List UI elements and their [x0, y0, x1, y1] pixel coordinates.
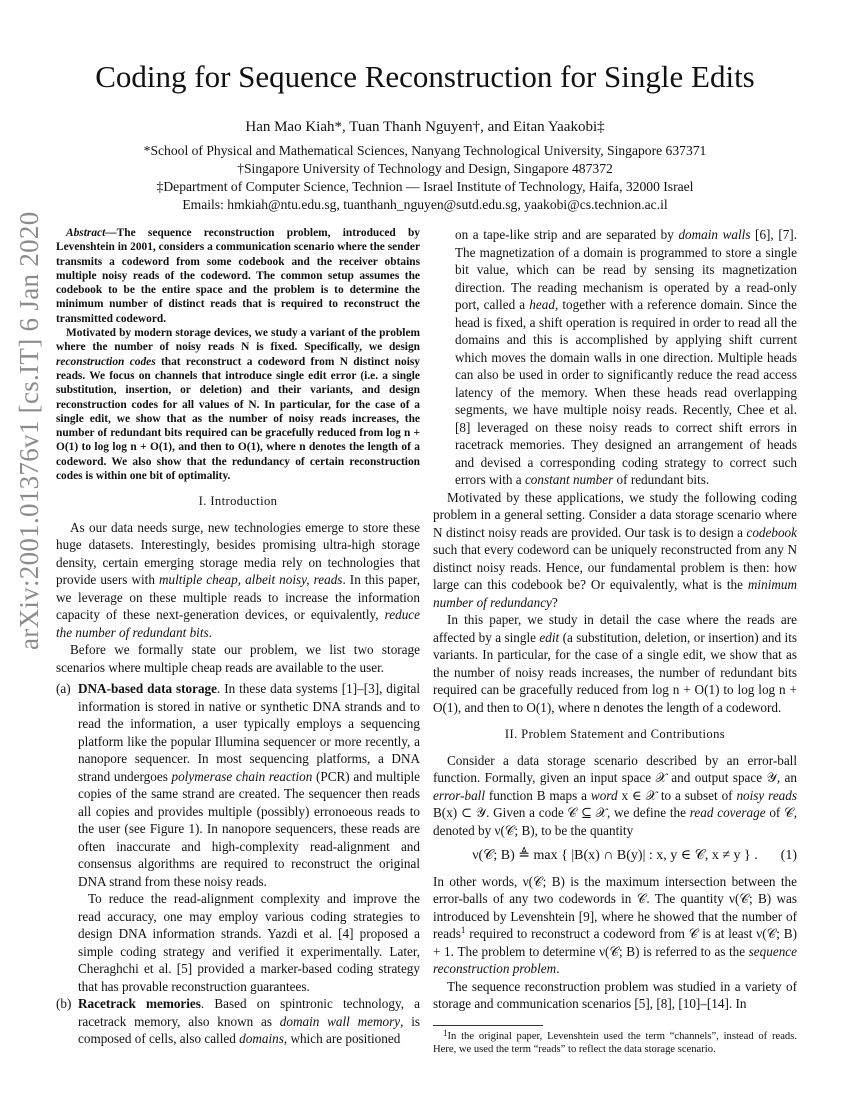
left-column: [56, 226, 420, 1048]
racetrack-emphasis: domain walls: [678, 227, 751, 242]
intro-paragraph-4: [433, 611, 797, 716]
racetrack-text-part: [6], [7]. The magnetization of a domain is programmed to store a single bit value, which can be read by sensing its magnetization direction. The reading mechanism is operated by a read-only port, called a: [455, 227, 797, 312]
abstract-paragraph-2: [56, 326, 420, 483]
problem-text: B(x) ⊂ 𝒴. Given a code 𝒞 ⊆ 𝒳, we define the: [433, 805, 690, 820]
abstract-text-1: —The sequence reconstruction problem, introduced by Levenshtein in 2001, considers a communication scenario where the sender transmits a codeword from some codebook and the receiver obtains multiple noisy reads of the codeword. The common setup assumes the codebook to be the entire space and the problem is to determine the minimum number of distinct reads that is required to reconstruct the transmitted codeword.: [56, 227, 420, 325]
section-heading-introduction: I. Introduction: [198, 494, 278, 509]
intro-text: such that every codeword can be uniquely reconstructed from any N distinct noisy reads. Hence, our fundamental problem is then: how large can this codebook be? Or equivalently, what is the: [433, 542, 797, 592]
dna-text: . In these data systems [1]–[3], digital information is stored in native or synthetic DNA strands and to read the information, a user typically employs a sequencing platform like the popular Illumina sequencer or more recently, a nanopore sequencer. In most sequencing platforms, a DNA strand undergoes: [78, 681, 421, 784]
racetrack-text-part: , together with a reference domain. Since the head is fixed, a shift operation is required in order to read all the domains and this is accomplished by applying shift current which moves the domain walls in one direction. Multiple heads can also be used in order to significantly reduce the read access latency of the memory. When these heads read overlapping segments, we have multiple noisy reads. Recently, Chee et al. [8] leveraged on these noisy reads to correct shift errors in racetrack memories. They designed an arrangement of heads and devised a corresponding coding strategy to correct such errors with a: [455, 297, 797, 487]
racetrack-emphasis: head: [529, 297, 555, 312]
affiliation-sutd: †Singapore University of Technology and Design, Singapore 487372: [237, 161, 613, 176]
intro-text: . In this paper, we leverage on these multiple reads to increase the information capacity of these next-generation devices, or equivalently,: [56, 572, 420, 623]
dna-emphasis: polymerase chain reaction: [171, 768, 313, 784]
racetrack-text: [78, 995, 420, 1048]
list-item-label: (b): [56, 996, 72, 1012]
problem-emphasis: error-ball: [433, 787, 485, 803]
problem-text: function B maps a: [485, 787, 591, 803]
problem-paragraph-3: The sequence reconstruction problem was studied in a variety of storage and communication scenarios [5], [8], [10]–[14]. In: [433, 978, 797, 1011]
author-emails: Emails: hmkiah@ntu.edu.sg, tuanthanh_nguyen@sutd.edu.sg, yaakobi@cs.technion.ac.il: [182, 197, 668, 212]
problem-emphasis: read coverage: [689, 805, 766, 820]
list-item-dna-storage: [56, 680, 420, 995]
arxiv-side-stamp: arXiv:2001.01376v1 [cs.IT] 6 Jan 2020: [14, 211, 44, 650]
problem-text: x ∈ 𝒳 to a subset of: [617, 787, 737, 803]
intro-text: (a substitution, deletion, or insertion) and its variants. In particular, for the case of a single edit, we show that as the number of noisy reads increases, the number of redundant bits required can be gracefully reduced from log n + O(1) to log log n + O(1), and then to O(1), where n denotes the length of a codeword.: [433, 629, 797, 715]
problem-text: .: [556, 961, 560, 976]
racetrack-text-part: on a tape-like strip and are separated by: [455, 227, 679, 242]
intro-text: Motivated by these applications, we study the following coding problem in a general setting. Consider a data storage scenario where N distinct noisy reads are provided. Our task is to design a: [433, 489, 797, 540]
racetrack-continued-text: [455, 226, 797, 489]
racetrack-term: Racetrack memories: [78, 996, 201, 1012]
problem-text: Consider a data storage scenario described by an error-ball function. Formally, given an input space 𝒳 and output space 𝒴, an: [433, 752, 797, 785]
intro-paragraph-3: [433, 489, 797, 612]
intro-paragraph-1: [56, 519, 420, 642]
problem-paragraph-1: [433, 752, 797, 840]
problem-text: In other words, ν(𝒞; B) is the maximum intersection between the error-balls of any two codewords in 𝒞. The quantity ν(𝒞; B) was introduced by Levenshtein [9], where he showed that the number of reads: [433, 873, 797, 941]
dna-storage-paragraph-2: To reduce the read-alignment complexity and improve the read accuracy, one may employ various coding strategies to design DNA information strands. Yazdi et al. [4] proposed a simple coding strategy and verified it experimentally. Later, Cheraghchi et al. [5] provided a marker-based coding strategy that has provable reconstruction guarantees.: [78, 891, 420, 994]
intro-emphasis: minimum number of redundancy: [433, 577, 797, 610]
equation-body: ν(𝒞; B) ≜ max { |B(x) ∩ B(y)| : x, y ∈ 𝒞, x ≠ y } .: [472, 848, 758, 863]
dna-storage-term: DNA-based data storage: [78, 681, 217, 697]
right-column: [433, 226, 797, 1056]
racetrack-continuation: [433, 226, 797, 489]
problem-emphasis: sequence reconstruction problem: [433, 943, 797, 976]
problem-emphasis: word: [590, 787, 618, 803]
racetrack-text-part: , is composed of cells, also called: [78, 1013, 421, 1047]
abstract-paragraph-1: [56, 226, 420, 326]
intro-emphasis: multiple cheap, albeit noisy, reads: [158, 572, 343, 588]
footnote: [433, 1027, 797, 1056]
intro-paragraph-2: Before we formally state our problem, we list two storage scenarios where multiple cheap reads are available to the user.: [56, 642, 420, 675]
racetrack-text-part: of redundant bits.: [613, 472, 710, 487]
equation-read-coverage: [433, 847, 797, 865]
racetrack-emphasis: domain wall memory: [279, 1013, 401, 1029]
section-heading-problem-statement: II. Problem Statement and Contributions: [504, 727, 726, 741]
dna-storage-text: [78, 680, 420, 890]
list-item-label: (a): [56, 681, 71, 697]
problem-emphasis: noisy reads: [736, 787, 797, 803]
affiliation-technion: ‡Department of Computer Science, Technion — Israel Institute of Technology, Haifa, 32000 Israel: [156, 179, 694, 194]
footnote-divider: [433, 1025, 543, 1026]
abstract-emphasis: reconstruction codes: [56, 355, 156, 368]
problem-text: of 𝒞, denoted by ν(𝒞; B), to be the quantity: [433, 805, 797, 838]
dna-text: (PCR) and multiple copies of the same strand are created. The sequencer then reads all copies and provides multiple (possibly) erronoeous reads to the user (see Figure 1). In nanopore sequencers, these reads are often inaccurate and high-complexity read-alignment and consensus algorithms are required to reconstruct the original DNA strand from these noisy reads.: [78, 768, 420, 889]
intro-emphasis: codebook: [746, 524, 797, 540]
abstract-label: Abstract: [66, 227, 106, 239]
intro-text: .: [208, 624, 212, 640]
intro-text: In this paper, we study in detail the case where the reads are affected by a single: [433, 612, 797, 645]
intro-emphasis: reduce the number of redundant bits: [56, 607, 420, 640]
list-item-racetrack: [56, 995, 420, 1048]
racetrack-emphasis: domains: [239, 1031, 284, 1047]
intro-text: As our data needs surge, new technologies emerge to store these huge datasets. Interestingly, besides promising ultra-high storage density, certain emerging storage media rely on technologies that provide users with: [56, 519, 420, 588]
author-list: Han Mao Kiah*, Tuan Thanh Nguyen†, and Eitan Yaakobi‡: [245, 119, 605, 135]
intro-text: ?: [551, 594, 558, 610]
racetrack-emphasis: constant number: [524, 472, 614, 487]
abstract-text-2b: that reconstruct a codeword from N distinct noisy reads. We focus on channels that introduce single edit error (i.e. a single substitution, insertion, or deletion) and their variants, and design reconstruction codes for all values of N. In particular, for the case of a single edit, we show that as the number of noisy reads increases, the number of redundant bits required can be gracefully reduced from log n + O(1) to log log n + O(1), and then to O(1), where n denotes the length of a codeword. We also show that the redundancy of certain reconstruction codes is within one bit of optimality.: [56, 355, 420, 483]
footnote-marker: 1: [460, 925, 466, 935]
racetrack-text-part: , which are positioned: [283, 1031, 401, 1047]
intro-emphasis: edit: [539, 629, 560, 645]
footnote-text: In the original paper, Levenshtein used the term “channels”, instead of reads. Here, we used the term “reads” to reflect the data storage scenario.: [433, 1030, 797, 1055]
paper-title: Coding for Sequence Reconstruction for Single Edits: [95, 59, 755, 94]
equation-number: (1): [780, 848, 797, 863]
footnote-mark: 1: [443, 1027, 448, 1038]
abstract-text-2a: Motivated by modern storage devices, we study a variant of the problem where the number of noisy reads N is fixed. Specifically, we design: [56, 327, 420, 354]
racetrack-text-part: . Based on spintronic technology, a racetrack memory, also known as: [78, 996, 420, 1029]
affiliation-ntu: *School of Physical and Mathematical Sciences, Nanyang Technological University, Singapore 637371: [143, 143, 707, 158]
problem-text: required to reconstruct a codeword from 𝒞 is at least ν(𝒞; B) + 1. The problem to determine ν(𝒞; B) is referred to as the: [433, 926, 797, 959]
problem-paragraph-2: [433, 873, 797, 978]
